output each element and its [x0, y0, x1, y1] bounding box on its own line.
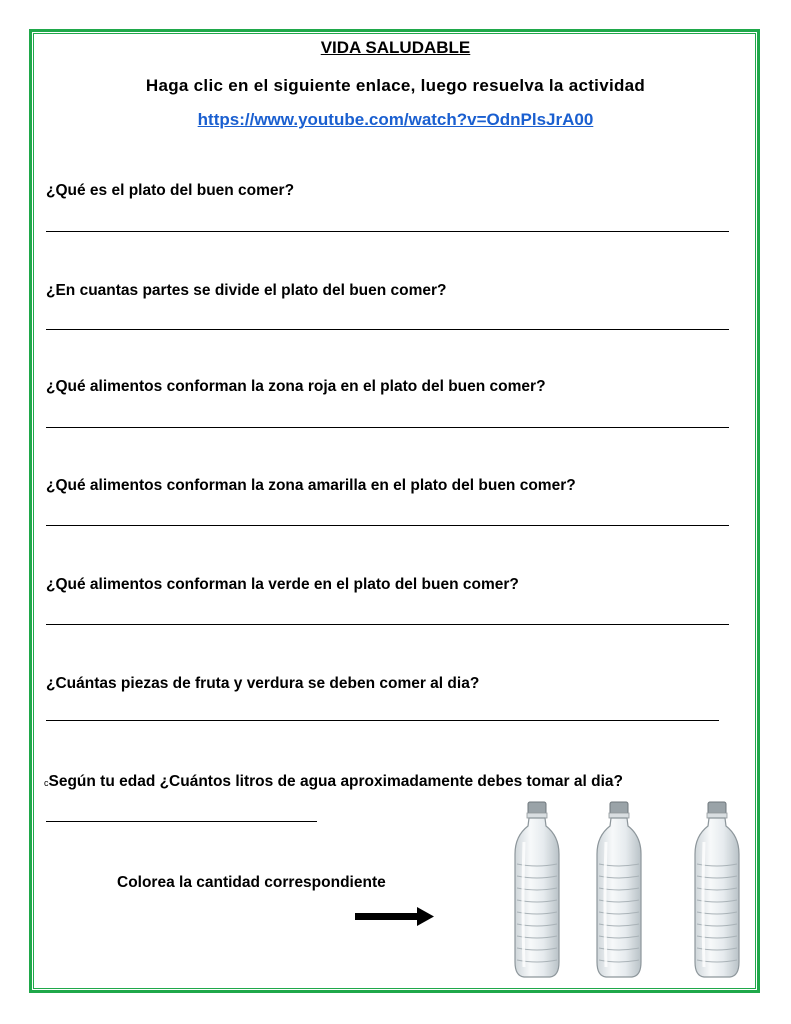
answer-line-7[interactable]: [46, 821, 317, 822]
question-7-text: Según tu edad ¿Cuántos litros de agua aproximadamente debes tomar al dia?: [48, 773, 623, 790]
bottle-icon-3[interactable]: [695, 802, 739, 977]
instructions-subtitle: Haga clic en el siguiente enlace, luego resuelva la actividad: [145, 76, 646, 95]
water-bottles-image[interactable]: [505, 800, 755, 980]
page-title: VIDA SALUDABLE: [320, 38, 471, 57]
answer-line-3[interactable]: [46, 427, 729, 428]
question-3: ¿Qué alimentos conforman la zona roja en el plato del buen comer?: [46, 378, 546, 395]
color-instruction: Colorea la cantidad correspondiente: [117, 874, 386, 891]
question-1: ¿Qué es el plato del buen comer?: [46, 182, 295, 199]
answer-line-5[interactable]: [46, 624, 729, 625]
right-arrow-icon: [355, 906, 435, 928]
question-5: ¿Qué alimentos conforman la verde en el plato del buen comer?: [46, 576, 519, 593]
bottle-icon-2[interactable]: [597, 802, 641, 977]
question-7: [44, 773, 623, 791]
answer-line-1[interactable]: [46, 231, 729, 232]
answer-line-2[interactable]: [46, 329, 729, 330]
video-link[interactable]: https://www.youtube.com/watch?v=OdnPlsJrA00: [197, 110, 594, 129]
question-4: ¿Qué alimentos conforman la zona amarilla en el plato del buen comer?: [46, 477, 576, 494]
question-7-prefix: c: [44, 778, 49, 788]
answer-line-6[interactable]: [46, 720, 719, 721]
question-6: ¿Cuántas piezas de fruta y verdura se deben comer al dia?: [46, 675, 480, 692]
question-2: ¿En cuantas partes se divide el plato del buen comer?: [46, 282, 447, 299]
answer-line-4[interactable]: [46, 525, 729, 526]
bottle-icon-1[interactable]: [515, 802, 559, 977]
